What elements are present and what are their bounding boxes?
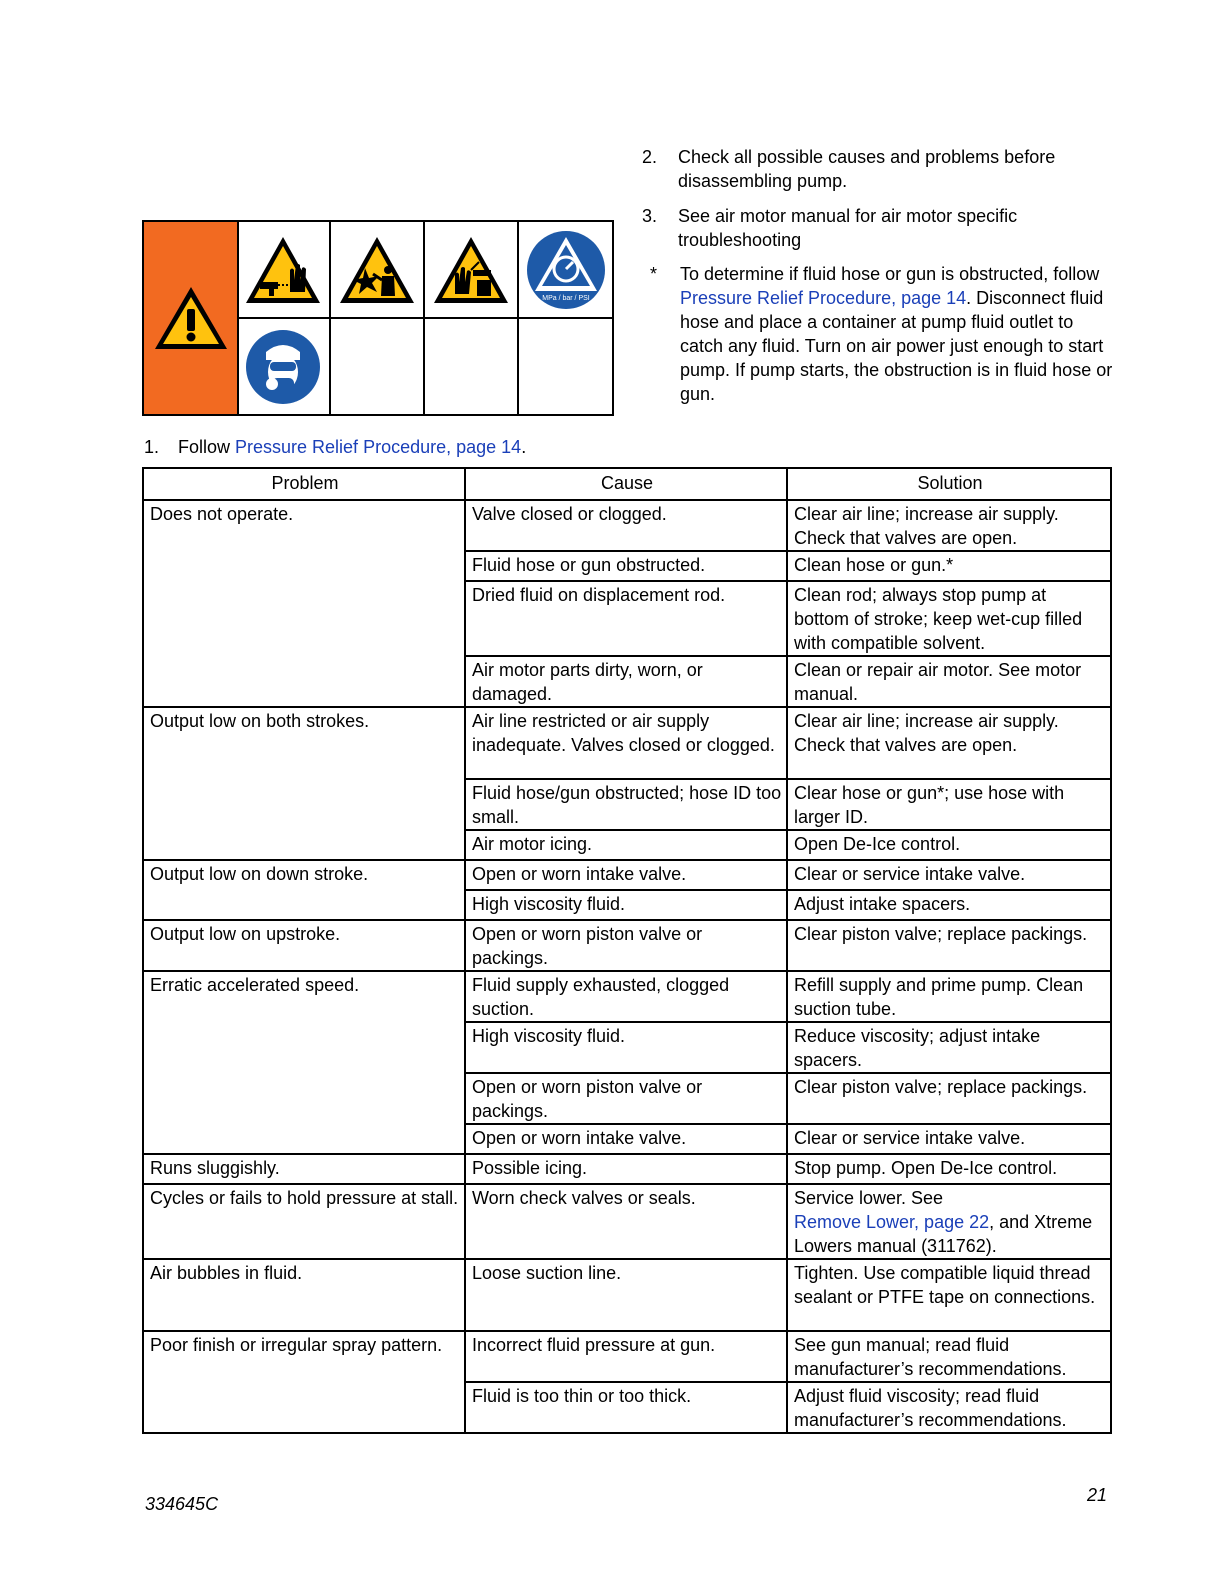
solution-text-start: Service lower. See: [794, 1188, 944, 1208]
solution-cell: Adjust intake spacers.: [787, 890, 1111, 920]
protective-equipment-icon: [244, 328, 322, 406]
problem-cell: Output low on upstroke.: [143, 920, 465, 971]
cause-cell: High viscosity fluid.: [465, 890, 787, 920]
pressure-relief-link[interactable]: Pressure Relief Procedure, page 14: [680, 288, 967, 308]
solution-cell: Clear air line; increase air supply. Check that valves are open.: [787, 707, 1111, 779]
cause-cell: Open or worn intake valve.: [465, 1124, 787, 1154]
header-problem: Problem: [143, 468, 465, 500]
pressure-cell: [519, 222, 612, 319]
solution-cell: Clean hose or gun.*: [787, 551, 1111, 581]
step-text: See air motor manual for air motor specific troubleshooting: [678, 206, 1018, 250]
table-row: [143, 707, 1111, 779]
step-text-start: Follow: [178, 437, 236, 457]
warning-symbols-panel: [142, 220, 614, 416]
header-cause: Cause: [465, 468, 787, 500]
solution-cell: See gun manual; read fluid manufacturer’s recommendations.: [787, 1331, 1111, 1382]
footnote-text-end: . Disconnect fluid hose and place a container at pump fluid outlet to catch any fluid. Turn on air power just enough to start pump. If pump starts, the obstruction is in fluid hose or gun.: [680, 288, 1113, 404]
skin-injection-hazard-icon: [243, 234, 323, 306]
cause-cell: Valve closed or clogged.: [465, 500, 787, 551]
problem-cell: Cycles or fails to hold pressure at stall.: [143, 1184, 465, 1259]
cause-cell: Open or worn piston valve or packings.: [465, 1073, 787, 1124]
pressure-gauge-icon: [525, 229, 607, 311]
table-row: [143, 1259, 1111, 1331]
cause-cell: Fluid hose or gun obstructed.: [465, 551, 787, 581]
footnote-asterisk: *: [650, 264, 658, 284]
cause-cell: Fluid supply exhausted, clogged suction.: [465, 971, 787, 1022]
problem-cell: Output low on down stroke.: [143, 860, 465, 920]
problem-cell: Runs sluggishly.: [143, 1154, 465, 1184]
injection-hazard-cell: [237, 222, 331, 319]
page-number: 21: [1087, 1485, 1108, 1505]
solution-cell: Clean or repair air motor. See motor manual.: [787, 656, 1111, 707]
empty-symbol-cell: [519, 319, 612, 414]
table-row: [143, 1154, 1111, 1184]
note-obstruction: [642, 262, 1112, 406]
table-body: [143, 500, 1111, 1433]
cause-cell: Worn check valves or seals.: [465, 1184, 787, 1259]
pressure-relief-link[interactable]: Pressure Relief Procedure, page 14: [235, 437, 522, 457]
table-row: [143, 1184, 1111, 1259]
table-header-row: [143, 468, 1111, 500]
solution-cell: Refill supply and prime pump. Clean suction tube.: [787, 971, 1111, 1022]
troubleshooting-table: [142, 467, 1112, 1434]
cause-cell: Air motor icing.: [465, 830, 787, 860]
step-number: 1.: [144, 437, 160, 457]
footnote-text-start: To determine if fluid hose or gun is obstructed, follow: [680, 264, 1100, 284]
solution-cell: Clear air line; increase air supply. Check that valves are open.: [787, 500, 1111, 551]
table-row: [143, 1331, 1111, 1382]
cause-cell: Dried fluid on displacement rod.: [465, 581, 787, 656]
problem-cell: Air bubbles in fluid.: [143, 1259, 465, 1331]
cause-cell: Open or worn intake valve.: [465, 860, 787, 890]
problem-cell: Output low on both strokes.: [143, 707, 465, 860]
solution-cell: Open De-Ice control.: [787, 830, 1111, 860]
moving-parts-hazard-cell: [425, 222, 519, 319]
note-step-1: [144, 435, 526, 459]
solution-cell: Clear hose or gun*; use hose with larger ID.: [787, 779, 1111, 830]
solution-cell: Clear piston valve; replace packings.: [787, 920, 1111, 971]
cause-cell: Air line restricted or air supply inadequate. Valves closed or clogged.: [465, 707, 787, 779]
solution-cell: Tighten. Use compatible liquid thread sealant or PTFE tape on connections.: [787, 1259, 1111, 1331]
general-warning-icon: [152, 283, 230, 353]
step-number: 2.: [642, 147, 658, 167]
explosion-hazard-cell: [331, 222, 425, 319]
step-number: 3.: [642, 206, 658, 226]
step-text-end: .: [521, 437, 527, 457]
solution-cell: Clear or service intake valve.: [787, 860, 1111, 890]
problem-cell: Erratic accelerated speed.: [143, 971, 465, 1154]
cause-cell: Loose suction line.: [465, 1259, 787, 1331]
solution-cell: Stop pump. Open De-Ice control.: [787, 1154, 1111, 1184]
problem-cell: Poor finish or irregular spray pattern.: [143, 1331, 465, 1433]
table-row: [143, 860, 1111, 890]
note-step-3: [642, 204, 1112, 252]
solution-text-end: , and Xtreme Lowers manual (311762).: [794, 1212, 1093, 1256]
remove-lower-link[interactable]: Remove Lower, page 22: [794, 1212, 990, 1232]
solution-cell: Reduce viscosity; adjust intake spacers.: [787, 1022, 1111, 1073]
table-row: [143, 500, 1111, 551]
note-step-2: [642, 145, 1112, 193]
table-row: [143, 971, 1111, 1022]
cause-cell: Possible icing.: [465, 1154, 787, 1184]
footnote-text: [680, 262, 1120, 406]
cause-cell: High viscosity fluid.: [465, 1022, 787, 1073]
solution-cell: Clear or service intake valve.: [787, 1124, 1111, 1154]
cause-cell: Fluid hose/gun obstructed; hose ID too small.: [465, 779, 787, 830]
step-text: Check all possible causes and problems before disassembling pump.: [678, 147, 1056, 191]
document-code: 334645C: [145, 1494, 219, 1514]
cause-cell: Air motor parts dirty, worn, or damaged.: [465, 656, 787, 707]
cause-cell: Incorrect fluid pressure at gun.: [465, 1331, 787, 1382]
warning-orange-panel: [144, 222, 239, 414]
problem-cell: Does not operate.: [143, 500, 465, 707]
pressure-units-label: MPa / bar / PSI: [541, 294, 590, 302]
solution-cell: [787, 1184, 1111, 1259]
cause-cell: Open or worn piston valve or packings.: [465, 920, 787, 971]
empty-symbol-cell: [331, 319, 425, 414]
solution-cell: Clear piston valve; replace packings.: [787, 1073, 1111, 1124]
table-row: [143, 920, 1111, 971]
solution-cell: Adjust fluid viscosity; read fluid manufacturer’s recommendations.: [787, 1382, 1111, 1433]
header-solution: Solution: [787, 468, 1111, 500]
cause-cell: Fluid is too thin or too thick.: [465, 1382, 787, 1433]
solution-cell: Clean rod; always stop pump at bottom of stroke; keep wet-cup filled with compatible solvent.: [787, 581, 1111, 656]
splash-explosion-hazard-icon: [337, 234, 417, 306]
moving-parts-hazard-icon: [431, 234, 511, 306]
ppe-cell: [237, 319, 331, 414]
empty-symbol-cell: [425, 319, 519, 414]
